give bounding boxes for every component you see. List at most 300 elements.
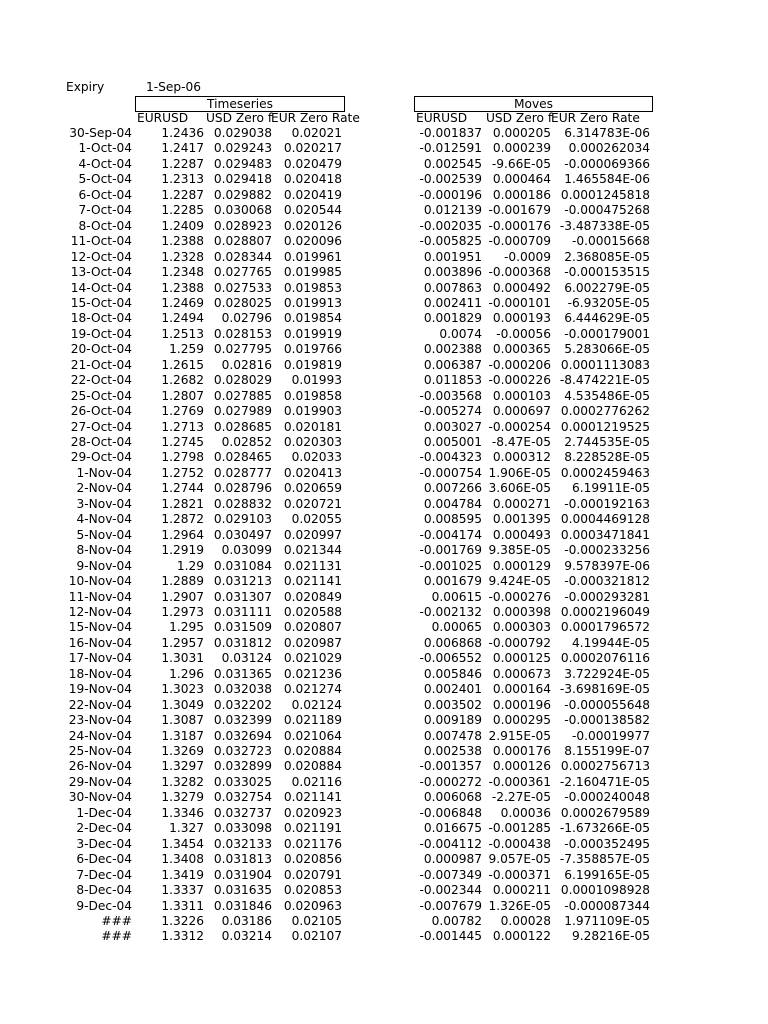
move-usd-zero-cell: 0.000673 — [492, 666, 551, 681]
eurusd-cell: 1.2964 — [161, 527, 204, 542]
date-cell: 3-Nov-04 — [76, 496, 132, 511]
eur-zero-cell: 0.019858 — [283, 388, 342, 403]
table-row — [0, 373, 768, 388]
date-cell: 20-Oct-04 — [70, 342, 132, 357]
date-cell: 8-Nov-04 — [76, 543, 132, 558]
usd-zero-cell: 0.03124 — [221, 651, 272, 666]
eur-zero-cell: 0.020721 — [283, 496, 342, 511]
eurusd-cell: 1.3187 — [161, 728, 204, 743]
move-usd-zero-cell: 0.00028 — [500, 913, 551, 928]
move-eurusd-cell: 0.004784 — [423, 496, 482, 511]
table-row — [0, 929, 768, 944]
date-cell: 30-Sep-04 — [69, 126, 132, 140]
date-cell: 14-Oct-04 — [70, 280, 132, 295]
eurusd-cell: 1.2957 — [161, 635, 204, 650]
move-eur-zero-cell: -0.000321812 — [564, 574, 650, 589]
eur-zero-cell: 0.020849 — [283, 589, 342, 604]
eur-zero-cell: 0.019985 — [283, 265, 342, 280]
table-row — [0, 389, 768, 404]
eur-zero-cell: 0.020096 — [283, 234, 342, 249]
eur-zero-cell: 0.021344 — [283, 543, 342, 558]
usd-zero-cell: 0.031213 — [213, 574, 272, 589]
date-cell: 15-Oct-04 — [70, 295, 132, 310]
date-cell: 25-Nov-04 — [68, 744, 132, 758]
table-row — [0, 744, 768, 759]
move-usd-zero-cell: -0.000254 — [488, 419, 551, 434]
table-row — [0, 590, 768, 605]
eur-zero-cell: 0.020884 — [283, 744, 342, 758]
move-eur-zero-cell: 0.0002776262 — [560, 404, 650, 419]
usd-zero-cell: 0.027795 — [213, 342, 272, 357]
move-eur-zero-cell: 6.19911E-05 — [571, 481, 650, 496]
eurusd-cell: 1.327 — [169, 821, 204, 836]
eur-zero-cell: 0.019854 — [283, 311, 342, 326]
move-eurusd-cell: 0.003027 — [423, 419, 482, 434]
table-row — [0, 651, 768, 666]
date-cell: 6-Dec-04 — [76, 852, 132, 867]
eur-zero-cell: 0.019961 — [283, 249, 342, 264]
date-cell: 22-Oct-04 — [70, 373, 132, 388]
move-eurusd-cell: 0.001829 — [423, 311, 482, 326]
move-usd-zero-cell: 0.000211 — [492, 883, 551, 898]
move-eur-zero-cell: 6.444629E-05 — [564, 311, 650, 326]
eur-zero-cell: 0.019853 — [283, 280, 342, 295]
date-cell: 26-Oct-04 — [70, 404, 132, 419]
eur-zero-cell: 0.020997 — [283, 527, 342, 542]
usd-zero-cell: 0.031813 — [213, 852, 272, 867]
usd-zero-cell: 0.031812 — [213, 635, 272, 650]
moves-header-usd-zero: USD Zero f — [486, 111, 553, 125]
eurusd-cell: 1.295 — [169, 620, 204, 635]
table-row — [0, 327, 768, 342]
date-cell: 8-Dec-04 — [76, 883, 132, 898]
eur-zero-cell: 0.020853 — [283, 883, 342, 898]
table-row — [0, 620, 768, 635]
date-cell: 23-Nov-04 — [68, 713, 132, 728]
move-eur-zero-cell: 8.155199E-07 — [564, 744, 650, 758]
move-eur-zero-cell: -7.358857E-05 — [559, 852, 650, 867]
table-row — [0, 141, 768, 156]
move-usd-zero-cell: -0.001679 — [488, 203, 551, 218]
eur-zero-cell: 0.02021 — [291, 126, 342, 140]
eur-zero-cell: 0.02116 — [291, 774, 342, 789]
table-row — [0, 790, 768, 805]
move-eur-zero-cell: -0.000087344 — [564, 898, 650, 913]
move-eurusd-cell: 0.00065 — [431, 620, 482, 635]
move-eurusd-cell: 0.005846 — [423, 666, 482, 681]
move-eurusd-cell: 0.006387 — [423, 357, 482, 372]
date-cell: 4-Nov-04 — [76, 512, 132, 527]
move-eur-zero-cell: 0.0002196049 — [560, 604, 650, 619]
move-eurusd-cell: 0.011853 — [423, 373, 482, 388]
eur-zero-cell: 0.020419 — [283, 187, 342, 202]
eurusd-cell: 1.3419 — [161, 867, 204, 882]
eur-zero-cell: 0.021189 — [283, 713, 342, 728]
move-eurusd-cell: 0.002545 — [423, 156, 482, 171]
table-row — [0, 883, 768, 898]
eur-zero-cell: 0.020418 — [283, 172, 342, 187]
eurusd-cell: 1.2494 — [161, 311, 204, 326]
usd-zero-cell: 0.031365 — [213, 666, 272, 681]
eurusd-cell: 1.2752 — [161, 465, 204, 480]
eur-zero-cell: 0.01993 — [291, 373, 342, 388]
table-row — [0, 450, 768, 465]
date-cell: 2-Dec-04 — [76, 821, 132, 836]
move-eur-zero-cell: 3.722924E-05 — [564, 666, 650, 681]
table-row — [0, 528, 768, 543]
eur-zero-cell: 0.021274 — [283, 682, 342, 697]
usd-zero-cell: 0.029243 — [213, 141, 272, 156]
usd-zero-cell: 0.032723 — [213, 744, 272, 758]
eurusd-cell: 1.3049 — [161, 697, 204, 712]
usd-zero-cell: 0.028832 — [213, 496, 272, 511]
move-eur-zero-cell: -8.474221E-05 — [559, 373, 650, 388]
table-row — [0, 852, 768, 867]
move-eur-zero-cell: -0.000233256 — [564, 543, 650, 558]
move-eur-zero-cell: 5.283066E-05 — [564, 342, 650, 357]
move-eurusd-cell: 0.002401 — [423, 682, 482, 697]
date-cell: 8-Oct-04 — [78, 218, 132, 233]
table-row — [0, 281, 768, 296]
move-eurusd-cell: 0.007863 — [423, 280, 482, 295]
usd-zero-cell: 0.028153 — [213, 326, 272, 341]
move-eurusd-cell: 0.003502 — [423, 697, 482, 712]
eur-zero-cell: 0.020963 — [283, 898, 342, 913]
date-cell: 5-Nov-04 — [76, 527, 132, 542]
eur-zero-cell: 0.021236 — [283, 666, 342, 681]
date-cell: 5-Oct-04 — [78, 172, 132, 187]
date-cell: 25-Oct-04 — [70, 388, 132, 403]
eurusd-cell: 1.2682 — [161, 373, 204, 388]
move-eur-zero-cell: 0.0001098928 — [560, 883, 650, 898]
eurusd-cell: 1.3279 — [161, 790, 204, 805]
move-usd-zero-cell: 0.00036 — [500, 805, 551, 820]
usd-zero-cell: 0.031846 — [213, 898, 272, 913]
date-cell: 18-Oct-04 — [70, 311, 132, 326]
move-eur-zero-cell: 2.744535E-05 — [564, 435, 650, 449]
move-eur-zero-cell: 4.19944E-05 — [571, 635, 650, 650]
usd-zero-cell: 0.02796 — [221, 311, 272, 326]
date-cell: 12-Nov-04 — [68, 604, 132, 619]
move-eurusd-cell: -0.000754 — [419, 465, 482, 480]
usd-zero-cell: 0.031111 — [213, 604, 272, 619]
eur-zero-cell: 0.02105 — [291, 913, 342, 928]
usd-zero-cell: 0.027989 — [213, 404, 272, 419]
move-eur-zero-cell: -0.000192163 — [564, 496, 650, 511]
table-row — [0, 636, 768, 651]
usd-zero-cell: 0.029418 — [213, 172, 272, 187]
date-cell: 15-Nov-04 — [68, 620, 132, 635]
move-usd-zero-cell: 0.000697 — [492, 404, 551, 419]
eurusd-cell: 1.3311 — [161, 898, 204, 913]
eurusd-cell: 1.259 — [169, 342, 204, 357]
move-usd-zero-cell: 0.000176 — [492, 744, 551, 758]
table-row — [0, 729, 768, 744]
move-usd-zero-cell: 0.000398 — [492, 604, 551, 619]
table-row — [0, 682, 768, 697]
move-eurusd-cell: -0.001025 — [419, 558, 482, 573]
move-usd-zero-cell: 0.000303 — [492, 620, 551, 635]
move-eurusd-cell: -0.001769 — [419, 543, 482, 558]
usd-zero-cell: 0.028796 — [213, 481, 272, 496]
move-eur-zero-cell: 2.368085E-05 — [564, 249, 650, 264]
move-eurusd-cell: 0.008595 — [423, 512, 482, 527]
move-usd-zero-cell: -0.000176 — [488, 218, 551, 233]
move-eur-zero-cell: 0.0002459463 — [560, 465, 650, 480]
eurusd-cell: 1.3312 — [161, 929, 204, 944]
eurusd-cell: 1.2973 — [161, 604, 204, 619]
move-usd-zero-cell: -0.000276 — [488, 589, 551, 604]
move-usd-zero-cell: 0.001395 — [492, 512, 551, 527]
date-cell: 19-Oct-04 — [70, 326, 132, 341]
date-cell: 11-Oct-04 — [70, 234, 132, 249]
table-row — [0, 358, 768, 373]
table-row — [0, 698, 768, 713]
date-cell: 7-Oct-04 — [78, 203, 132, 218]
usd-zero-cell: 0.029038 — [213, 126, 272, 140]
eur-zero-cell: 0.021191 — [283, 821, 342, 836]
table-row — [0, 806, 768, 821]
usd-zero-cell: 0.031904 — [213, 867, 272, 882]
eur-zero-cell: 0.02033 — [291, 450, 342, 465]
eurusd-cell: 1.29 — [176, 558, 204, 573]
move-eurusd-cell: 0.005001 — [423, 435, 482, 449]
move-eurusd-cell: -0.005274 — [419, 404, 482, 419]
table-row — [0, 188, 768, 203]
table-row — [0, 574, 768, 589]
usd-zero-cell: 0.028807 — [213, 234, 272, 249]
usd-zero-cell: 0.028923 — [213, 218, 272, 233]
usd-zero-cell: 0.02852 — [221, 435, 272, 449]
eur-zero-cell: 0.02124 — [291, 697, 342, 712]
eur-zero-cell: 0.019766 — [283, 342, 342, 357]
usd-zero-cell: 0.033025 — [213, 774, 272, 789]
move-usd-zero-cell: -0.001285 — [488, 821, 551, 836]
eurusd-cell: 1.3087 — [161, 713, 204, 728]
move-usd-zero-cell: 0.000196 — [492, 697, 551, 712]
move-eurusd-cell: 0.002411 — [423, 295, 482, 310]
move-usd-zero-cell: 0.000103 — [492, 388, 551, 403]
move-eurusd-cell: 0.001951 — [423, 249, 482, 264]
move-eur-zero-cell: -0.000475268 — [564, 203, 650, 218]
eur-zero-cell: 0.020181 — [283, 419, 342, 434]
move-eur-zero-cell: 0.0001219525 — [560, 419, 650, 434]
move-eurusd-cell: -0.007679 — [419, 898, 482, 913]
move-eurusd-cell: 0.002538 — [423, 744, 482, 758]
eurusd-cell: 1.2821 — [161, 496, 204, 511]
usd-zero-cell: 0.032737 — [213, 805, 272, 820]
move-eurusd-cell: 0.006868 — [423, 635, 482, 650]
date-cell: 3-Dec-04 — [76, 836, 132, 851]
date-cell: 1-Dec-04 — [76, 805, 132, 820]
table-row — [0, 497, 768, 512]
eurusd-cell: 1.2807 — [161, 388, 204, 403]
move-eur-zero-cell: 4.535486E-05 — [564, 388, 650, 403]
move-usd-zero-cell: 0.000365 — [492, 342, 551, 357]
usd-zero-cell: 0.027885 — [213, 388, 272, 403]
date-cell: 13-Oct-04 — [70, 265, 132, 280]
table-row — [0, 667, 768, 682]
timeseries-header-eurusd: EURUSD — [137, 111, 189, 125]
move-usd-zero-cell: 0.000164 — [492, 682, 551, 697]
eur-zero-cell: 0.019819 — [283, 357, 342, 372]
move-usd-zero-cell: 0.000271 — [492, 496, 551, 511]
move-eur-zero-cell: 9.28216E-05 — [571, 929, 650, 944]
date-cell: 30-Nov-04 — [68, 790, 132, 805]
move-eurusd-cell: 0.001679 — [423, 574, 482, 589]
move-usd-zero-cell: -0.000226 — [488, 373, 551, 388]
eurusd-cell: 1.2388 — [161, 280, 204, 295]
eur-zero-cell: 0.020923 — [283, 805, 342, 820]
usd-zero-cell: 0.032754 — [213, 790, 272, 805]
eur-zero-cell: 0.020413 — [283, 465, 342, 480]
date-cell: 10-Nov-04 — [68, 574, 132, 589]
move-eurusd-cell: -0.002132 — [419, 604, 482, 619]
usd-zero-cell: 0.028465 — [213, 450, 272, 465]
eur-zero-cell: 0.019913 — [283, 295, 342, 310]
usd-zero-cell: 0.031509 — [213, 620, 272, 635]
eur-zero-cell: 0.020126 — [283, 218, 342, 233]
move-usd-zero-cell: -8.47E-05 — [491, 435, 551, 449]
move-eurusd-cell: 0.003896 — [423, 265, 482, 280]
move-usd-zero-cell: 0.000239 — [492, 141, 551, 156]
date-cell: 2-Nov-04 — [76, 481, 132, 496]
move-eur-zero-cell: 0.0003471841 — [560, 527, 650, 542]
move-eur-zero-cell: -0.000293281 — [564, 589, 650, 604]
move-usd-zero-cell: -0.000206 — [488, 357, 551, 372]
eur-zero-cell: 0.020807 — [283, 620, 342, 635]
table-row — [0, 466, 768, 481]
usd-zero-cell: 0.032038 — [213, 682, 272, 697]
date-cell: 7-Dec-04 — [76, 867, 132, 882]
date-cell: 24-Nov-04 — [68, 728, 132, 743]
eurusd-cell: 1.2388 — [161, 234, 204, 249]
usd-zero-cell: 0.032899 — [213, 759, 272, 774]
table-row — [0, 512, 768, 527]
eur-zero-cell: 0.020856 — [283, 852, 342, 867]
move-eurusd-cell: 0.016675 — [423, 821, 482, 836]
eurusd-cell: 1.2615 — [161, 357, 204, 372]
move-eurusd-cell: 0.009189 — [423, 713, 482, 728]
eur-zero-cell: 0.021131 — [283, 558, 342, 573]
table-row — [0, 404, 768, 419]
usd-zero-cell: 0.032133 — [213, 836, 272, 851]
table-row — [0, 126, 768, 141]
table-row — [0, 265, 768, 280]
usd-zero-cell: 0.03214 — [221, 929, 272, 944]
eurusd-cell: 1.2328 — [161, 249, 204, 264]
table-row — [0, 868, 768, 883]
move-eurusd-cell: -0.000196 — [419, 187, 482, 202]
eurusd-cell: 1.2889 — [161, 574, 204, 589]
move-eurusd-cell: 0.006068 — [423, 790, 482, 805]
move-eur-zero-cell: -0.000352495 — [564, 836, 650, 851]
move-eur-zero-cell: 0.0002756713 — [560, 759, 650, 774]
timeseries-title: Timeseries — [135, 96, 345, 112]
move-usd-zero-cell: 3.606E-05 — [488, 481, 551, 496]
move-eurusd-cell: -0.002035 — [419, 218, 482, 233]
date-cell: 18-Nov-04 — [68, 666, 132, 681]
eurusd-cell: 1.3297 — [161, 759, 204, 774]
move-eurusd-cell: 0.007266 — [423, 481, 482, 496]
eurusd-cell: 1.2798 — [161, 450, 204, 465]
move-usd-zero-cell: 0.000129 — [492, 558, 551, 573]
eurusd-cell: 1.2287 — [161, 187, 204, 202]
move-eur-zero-cell: -2.160471E-05 — [559, 774, 650, 789]
timeseries-header-usd-zero: USD Zero f — [206, 111, 273, 125]
move-eurusd-cell: 0.000987 — [423, 852, 482, 867]
move-usd-zero-cell: -0.000368 — [488, 265, 551, 280]
move-eur-zero-cell: 0.0001113083 — [560, 357, 650, 372]
table-row — [0, 759, 768, 774]
eurusd-cell: 1.2513 — [161, 326, 204, 341]
move-eur-zero-cell: -0.00015668 — [571, 234, 650, 249]
move-eur-zero-cell: -0.000240048 — [564, 790, 650, 805]
usd-zero-cell: 0.027533 — [213, 280, 272, 295]
move-eur-zero-cell: -1.673266E-05 — [559, 821, 650, 836]
usd-zero-cell: 0.028777 — [213, 465, 272, 480]
eurusd-cell: 1.3226 — [161, 913, 204, 928]
date-cell: 28-Oct-04 — [70, 435, 132, 449]
usd-zero-cell: 0.031084 — [213, 558, 272, 573]
move-eur-zero-cell: 0.000262034 — [568, 141, 650, 156]
move-eur-zero-cell: -6.93205E-05 — [567, 295, 650, 310]
eur-zero-cell: 0.021176 — [283, 836, 342, 851]
eurusd-cell: 1.3023 — [161, 682, 204, 697]
move-eur-zero-cell: -0.000179001 — [564, 326, 650, 341]
usd-zero-cell: 0.033098 — [213, 821, 272, 836]
move-eurusd-cell: 0.002388 — [423, 342, 482, 357]
usd-zero-cell: 0.031307 — [213, 589, 272, 604]
usd-zero-cell: 0.027765 — [213, 265, 272, 280]
usd-zero-cell: 0.029103 — [213, 512, 272, 527]
move-eurusd-cell: -0.004112 — [419, 836, 482, 851]
eur-zero-cell: 0.021029 — [283, 651, 342, 666]
move-eur-zero-cell: -0.000153515 — [564, 265, 650, 280]
table-row — [0, 172, 768, 187]
table-row — [0, 234, 768, 249]
usd-zero-cell: 0.028025 — [213, 295, 272, 310]
eur-zero-cell: 0.020303 — [283, 435, 342, 449]
table-row — [0, 775, 768, 790]
move-usd-zero-cell: 9.424E-05 — [488, 574, 551, 589]
eurusd-cell: 1.3269 — [161, 744, 204, 758]
eur-zero-cell: 0.020884 — [283, 759, 342, 774]
usd-zero-cell: 0.029483 — [213, 156, 272, 171]
table-row — [0, 899, 768, 914]
table-row — [0, 250, 768, 265]
table-row — [0, 559, 768, 574]
moves-title: Moves — [414, 96, 653, 112]
move-eurusd-cell: -0.006552 — [419, 651, 482, 666]
move-eur-zero-cell: 0.0001796572 — [560, 620, 650, 635]
eurusd-cell: 1.3282 — [161, 774, 204, 789]
eurusd-cell: 1.2287 — [161, 156, 204, 171]
move-eur-zero-cell: -0.000138582 — [564, 713, 650, 728]
move-usd-zero-cell: -0.000361 — [488, 774, 551, 789]
date-cell: 26-Nov-04 — [68, 759, 132, 774]
usd-zero-cell: 0.028685 — [213, 419, 272, 434]
eurusd-cell: 1.2417 — [161, 141, 204, 156]
usd-zero-cell: 0.031635 — [213, 883, 272, 898]
expiry-label: Expiry — [66, 80, 105, 94]
move-usd-zero-cell: -0.0009 — [503, 249, 551, 264]
usd-zero-cell: 0.032694 — [213, 728, 272, 743]
timeseries-header-eur-zero: EUR Zero Rate — [271, 111, 360, 125]
eurusd-cell: 1.2919 — [161, 543, 204, 558]
moves-header-eurusd: EURUSD — [416, 111, 468, 125]
date-cell: 6-Oct-04 — [78, 187, 132, 202]
